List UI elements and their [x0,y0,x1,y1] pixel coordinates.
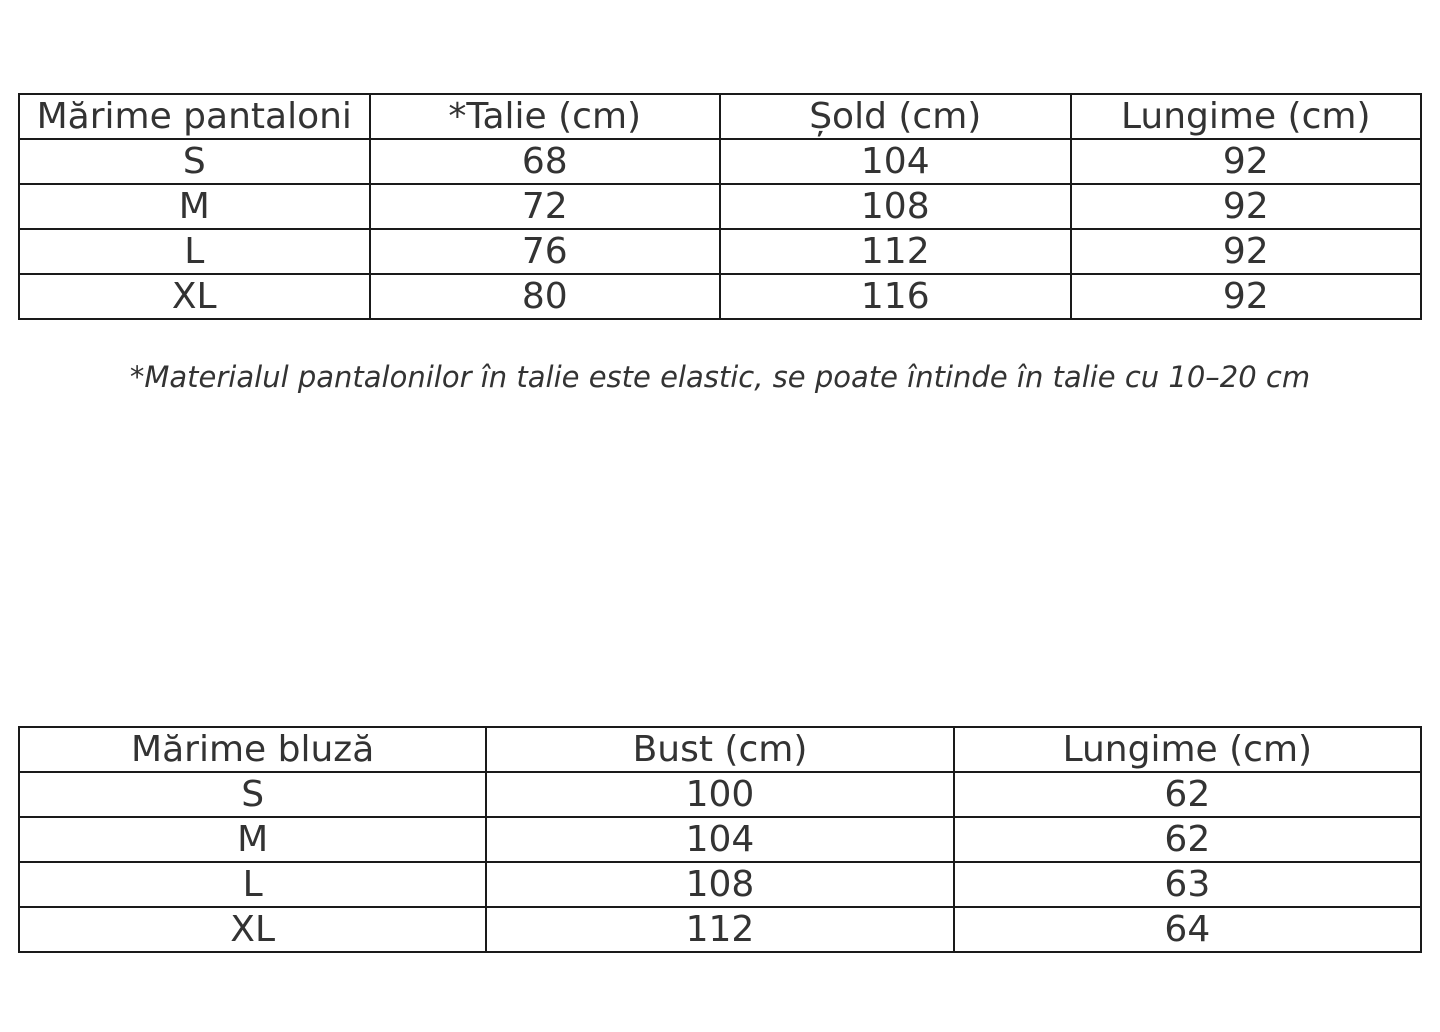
cell-bust: 112 [486,907,953,952]
table-row [19,229,1421,274]
table-header-row [19,94,1421,139]
cell-size: L [19,229,370,274]
cell-size: L [19,862,486,907]
cell-bust: 104 [486,817,953,862]
table-row [19,907,1421,952]
cell-length: 92 [1071,184,1422,229]
cell-waist: 76 [370,229,721,274]
header-size: Mărime bluză [19,727,486,772]
cell-hip: 116 [720,274,1071,319]
header-waist: *Talie (cm) [370,94,721,139]
table-header-row [19,727,1421,772]
cell-waist: 72 [370,184,721,229]
cell-length: 92 [1071,274,1422,319]
cell-bust: 108 [486,862,953,907]
header-bust: Bust (cm) [486,727,953,772]
cell-hip: 112 [720,229,1071,274]
table-row [19,139,1421,184]
cell-length: 64 [954,907,1421,952]
cell-waist: 68 [370,139,721,184]
header-size: Mărime pantaloni [19,94,370,139]
cell-size: M [19,184,370,229]
cell-waist: 80 [370,274,721,319]
table-row [19,817,1421,862]
cell-length: 62 [954,817,1421,862]
table-row [19,184,1421,229]
cell-length: 62 [954,772,1421,817]
cell-hip: 108 [720,184,1071,229]
cell-length: 63 [954,862,1421,907]
cell-size: XL [19,274,370,319]
blouse-size-table [18,726,1422,953]
waist-elastic-note: *Materialul pantalonilor în talie este elastic, se poate întinde în talie cu 10–20 cm [129,360,1311,394]
header-length: Lungime (cm) [954,727,1421,772]
table-row [19,274,1421,319]
header-length: Lungime (cm) [1071,94,1422,139]
header-hip: Șold (cm) [720,94,1071,139]
cell-size: S [19,139,370,184]
table-row [19,772,1421,817]
pants-size-table [18,93,1422,320]
cell-bust: 100 [486,772,953,817]
cell-length: 92 [1071,229,1422,274]
cell-hip: 104 [720,139,1071,184]
cell-size: S [19,772,486,817]
cell-size: M [19,817,486,862]
cell-size: XL [19,907,486,952]
table-row [19,862,1421,907]
cell-length: 92 [1071,139,1422,184]
